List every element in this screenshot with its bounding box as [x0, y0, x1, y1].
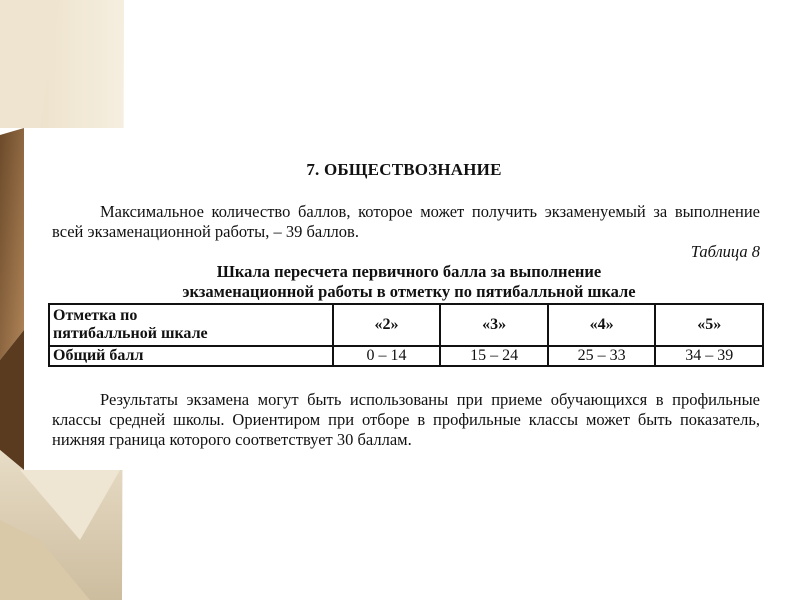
conclusion-paragraph — [52, 390, 760, 450]
table-heading — [24, 262, 794, 302]
score-range-cell: 34 – 39 — [655, 346, 763, 366]
table-heading-line-1: Шкала пересчета первичного балла за выполнение — [216, 262, 602, 281]
table-heading-line-2: экзаменационной работы в отметку по пятибалльной шкале — [182, 282, 636, 301]
row-label-grade — [49, 304, 333, 346]
score-range-cell: 25 – 33 — [548, 346, 656, 366]
intro-text: Максимальное количество баллов, которое может получить экзаменуемый за выполнение всей экзаменационной работы, – 39 баллов. — [52, 202, 760, 241]
score-range-cell: 15 – 24 — [440, 346, 548, 366]
row-label-grade-line-1: Отметка по — [53, 307, 138, 324]
score-conversion-table — [48, 303, 764, 367]
score-range-cell: 0 – 14 — [333, 346, 441, 366]
document-page — [24, 128, 800, 470]
table-caption: Таблица 8 — [690, 242, 760, 261]
table-row-grades — [49, 304, 763, 346]
table-row-scores — [49, 346, 763, 366]
grade-cell: «4» — [548, 304, 656, 346]
conclusion-text: Результаты экзамена могут быть использованы при приеме обучающихся в профильные классы средней школы. Ориентиром при отборе в профильные классы может быть показатель, нижняя граница которого соответствует 30 баллам. — [52, 390, 760, 449]
section-title: 7. ОБЩЕСТВОЗНАНИЕ — [306, 160, 502, 179]
row-label-score: Общий балл — [49, 346, 333, 366]
grade-cell: «5» — [655, 304, 763, 346]
grade-cell: «2» — [333, 304, 441, 346]
intro-paragraph — [52, 202, 760, 242]
grade-cell: «3» — [440, 304, 548, 346]
row-label-grade-line-2: пятибалльной шкале — [53, 325, 208, 342]
